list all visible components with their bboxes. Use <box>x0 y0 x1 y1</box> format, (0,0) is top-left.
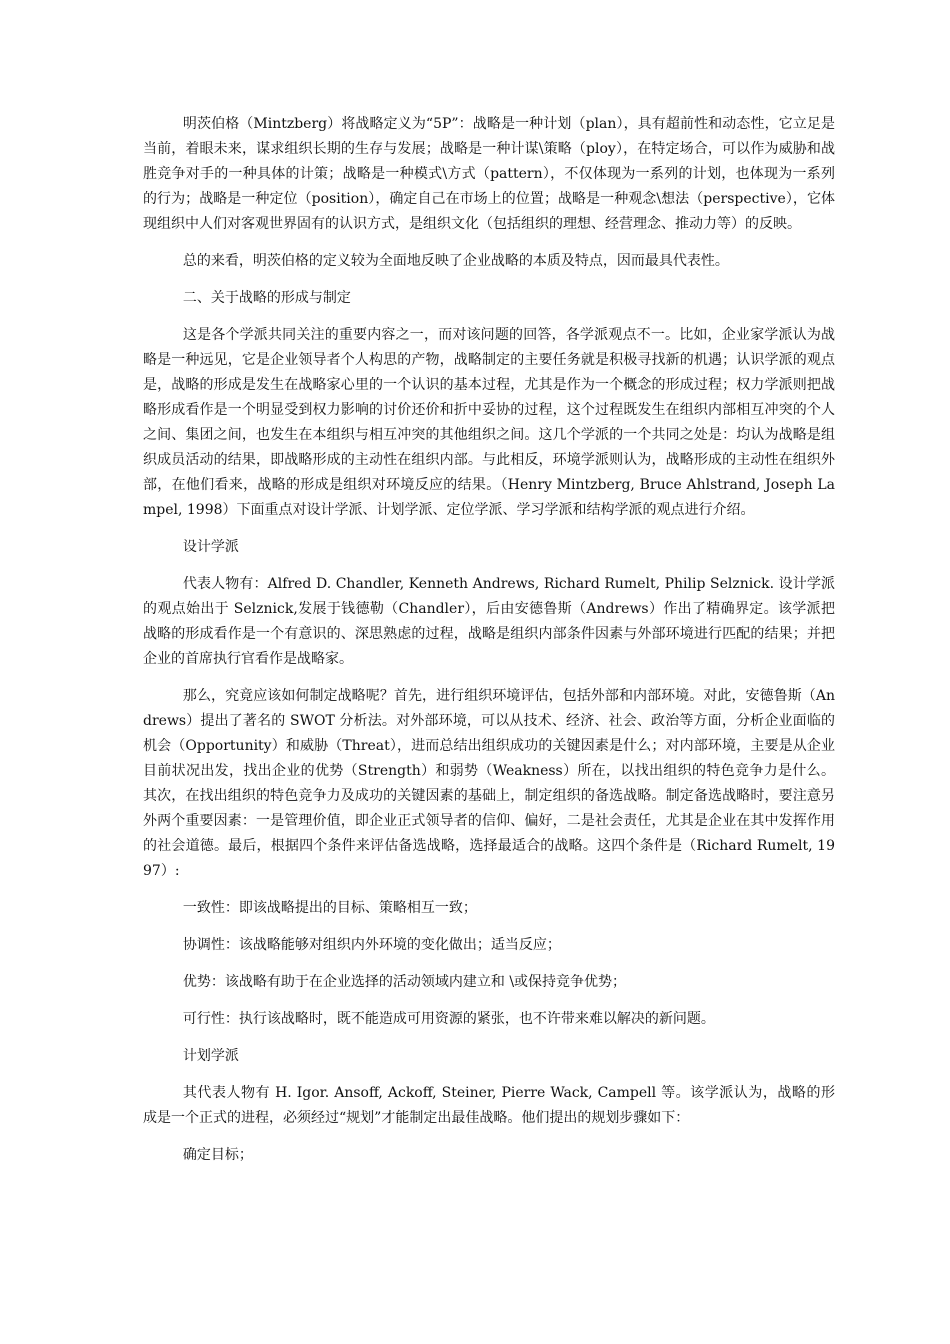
list-item-consistency: 一致性：即该战略提出的目标、策略相互一致； <box>182 900 477 916</box>
list-item-consonance: 协调性：该战略能够对组织内外环境的变化做出；适当反应； <box>182 937 561 953</box>
paragraph-planning-school: 其代表人物有 H. Igor. Ansoff, Ackoff, Steiner, Pierre Wack, Campell 等。该学派认为，战略的形成是一个正式的进程，必须经过“规划”才能制定出最佳战略。他们提出的规划步骤如下： <box>143 1085 835 1126</box>
subheading-design-school: 设计学派 <box>182 539 239 555</box>
list-item-set-goals: 确定目标； <box>182 1147 253 1163</box>
paragraph-how-to-formulate: 那么，究竟应该如何制定战略呢？首先，进行组织环境评估，包括外部和内部环境。对此，安德鲁斯（Andrews）提出了著名的 SWOT 分析法。对外部环境，可以从技术、经济、社会、政治等方面，分析企业面临的机会（Opportunity）和威胁（Threat），进而总结出组织成功的关键因素是什么；对内部环境，主要是从企业目前状况出发，找出企业的优势（Strength）和弱势（Weakness）所在，以找出组织的特色竞争力是什么。其次，在找出组织的特色竞争力及成功的关键因素的基础上，制定组织的备选战略。制定备选战略时，要注意另外两个重要因素：一是管理价值，即企业正式领导者的信仰、偏好，二是社会责任，尤其是企业在其中发挥作用的社会道德。最后，根据四个条件来评估备选战略，选择最适合的战略。这四个条件是（Richard Rumelt, 1997）: <box>143 688 835 879</box>
paragraph-schools-overview: 这是各个学派共同关注的重要内容之一，而对该问题的回答，各学派观点不一。比如，企业家学派认为战略是一种远见，它是企业领导者个人构思的产物，战略制定的主要任务就是积极寻找新的机遇；认识学派的观点是，战略的形成是发生在战略家心里的一个认识的基本过程，尤其是作为一个概念的形成过程；权力学派则把战略形成看作是一个明显受到权力影响的讨价还价和折中妥协的过程，这个过程既发生在组织内部相互冲突的个人之间、集团之间，也发生在本组织与相互冲突的其他组织之间。这几个学派的一个共同之处是：均认为战略是组织成员活动的结果，即战略形成的主动性在组织内部。与此相反，环境学派则认为，战略形成的主动性在组织外部，在他们看来，战略的形成是组织对环境反应的结果。（Henry Mintzberg, Bruce Ahlstrand, Joseph Lampel, 1998）下面重点对设计学派、计划学派、定位学派、学习学派和结构学派的观点进行介绍。 <box>143 327 835 518</box>
paragraph-5p-definition: 明茨伯格（Mintzberg）将战略定义为“5P”：战略是一种计划（plan），具有超前性和动态性，它立足是当前，着眼未来，谋求组织长期的生存与发展；战略是一种计谋\策略（ploy），在特定场合，可以作为威胁和战胜竞争对手的一种具体的计策；战略是一种模式\方式（pattern），不仅体现为一系列的计划，也体现为一系列的行为；战略是一种定位（position），确定自己在市场上的位置；战略是一种观念\想法（perspective），它体现组织中人们对客观世界固有的认识方式，是组织文化（包括组织的理想、经营理念、推动力等）的反映。 <box>143 116 835 232</box>
subheading-planning-school: 计划学派 <box>182 1048 239 1064</box>
paragraph-summary: 总的来看，明茨伯格的定义较为全面地反映了企业战略的本质及特点，因而最具代表性。 <box>182 253 729 269</box>
document-page <box>143 112 835 1180</box>
list-item-advantage: 优势：该战略有助于在企业选择的活动领域内建立和 \或保持竞争优势； <box>182 974 627 990</box>
paragraph-design-school: 代表人物有：Alfred D. Chandler, Kenneth Andrews, Richard Rumelt, Philip Selznick. 设计学派的观点始出于 Selznick,发展于钱德勒（Chandler），后由安德鲁斯（Andrews）作出了精确界定。该学派把战略的形成看作是一个有意识的、深思熟虑的过程，战略是组织内部条件因素与外部环境进行匹配的结果；并把企业的首席执行官看作是战略家。 <box>143 576 835 667</box>
section-heading-strategy-formation: 二、关于战略的形成与制定 <box>182 290 351 306</box>
list-item-feasibility: 可行性：执行该战略时，既不能造成可用资源的紧张，也不许带来难以解决的新问题。 <box>182 1011 715 1027</box>
